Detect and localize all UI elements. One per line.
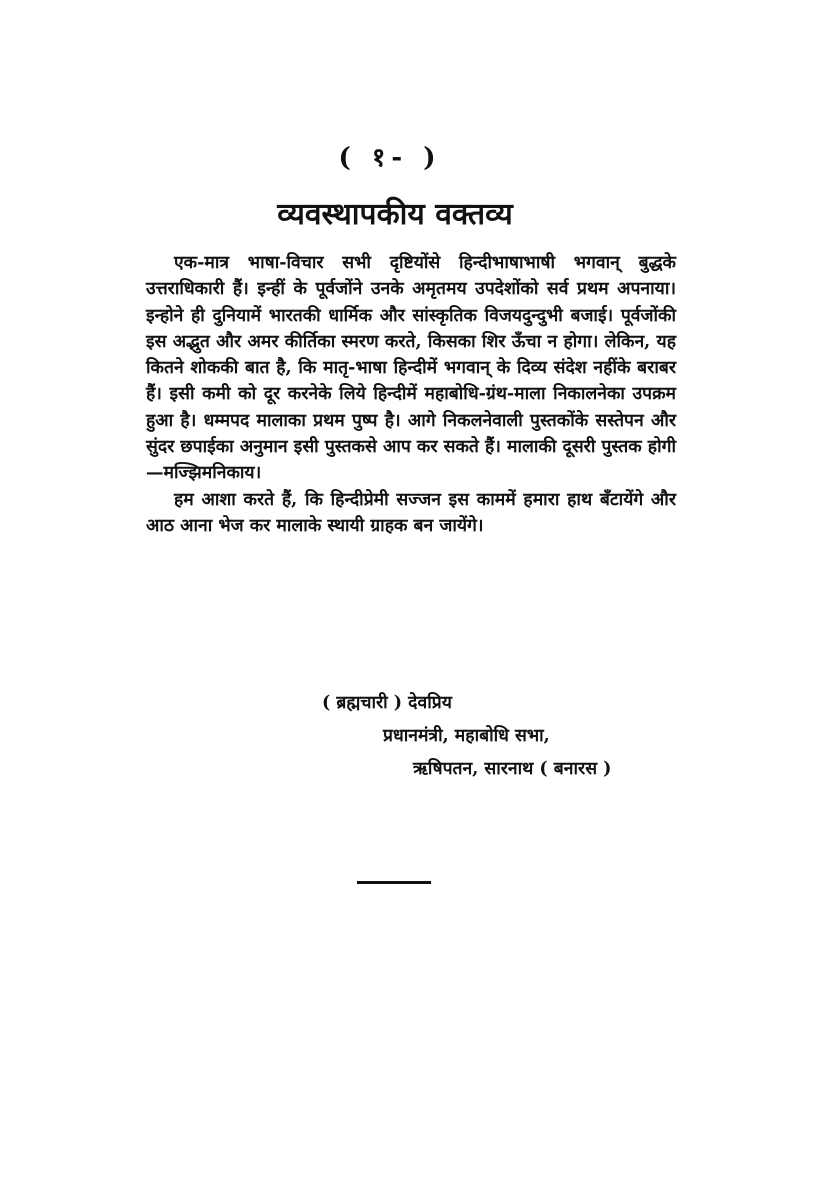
statement-body [146, 250, 676, 539]
end-divider [357, 881, 431, 884]
page-title: व्यवस्थापकीय वक्तव्य [277, 197, 513, 232]
signatory-role: प्रधानमंत्री, महाबोधि सभा, [383, 726, 550, 746]
paragraph-2: हम आशा करते हैं, कि हिन्दीप्रेमी सज्जन इस काममें हमारा हाथ बँटायेंगे और आठ आना भेज कर मालाके स्थायी ग्राहक बन जायेंगे। [146, 489, 676, 536]
page-number: ( १- ) [338, 143, 442, 173]
signatory-place: ऋषिपतन, सारनाथ ( बनारस ) [413, 759, 612, 779]
signatory-name: ( ब्रह्मचारी ) देवप्रिय [322, 693, 452, 713]
paragraph-1: एक-मात्र भाषा-विचार सभी दृष्टियोंसे हिन्दीभाषाभाषी भगवान् बुद्धके उत्तराधिकारी हैं। इन्हीं के पूर्वजोंने उनके अमृतमय उपदेशोंको सर्व प्रथम अपनाया। इन्होने ही दुनियामें भारतकी धार्मिक और सांस्कृतिक विजयदुन्दुभी बजाई। पूर्वजोंकी इस अद्भुत और अमर कीर्तिका स्मरण करते, किसका शिर ऊँचा न होगा। लेकिन, यह कितने शोककी बात है, कि मातृ-भाषा हिन्दीमें भगवान् के दिव्य संदेश नहींके बराबर हैं। इसी कमी को दूर करनेके लिये हिन्दीमें महाबोधि-ग्रंथ-माला निकालनेका उपक्रम हुआ है। धम्मपद मालाका प्रथम पुष्प है। आगे निकलनेवाली पुस्तकोंके सस्तेपन और सुंदर छपाईका अनुमान इसी पुस्तकसे आप कर सकते हैं। मालाकी दूसरी पुस्तक होगी—मज्झिमनिकाय। [146, 253, 676, 484]
